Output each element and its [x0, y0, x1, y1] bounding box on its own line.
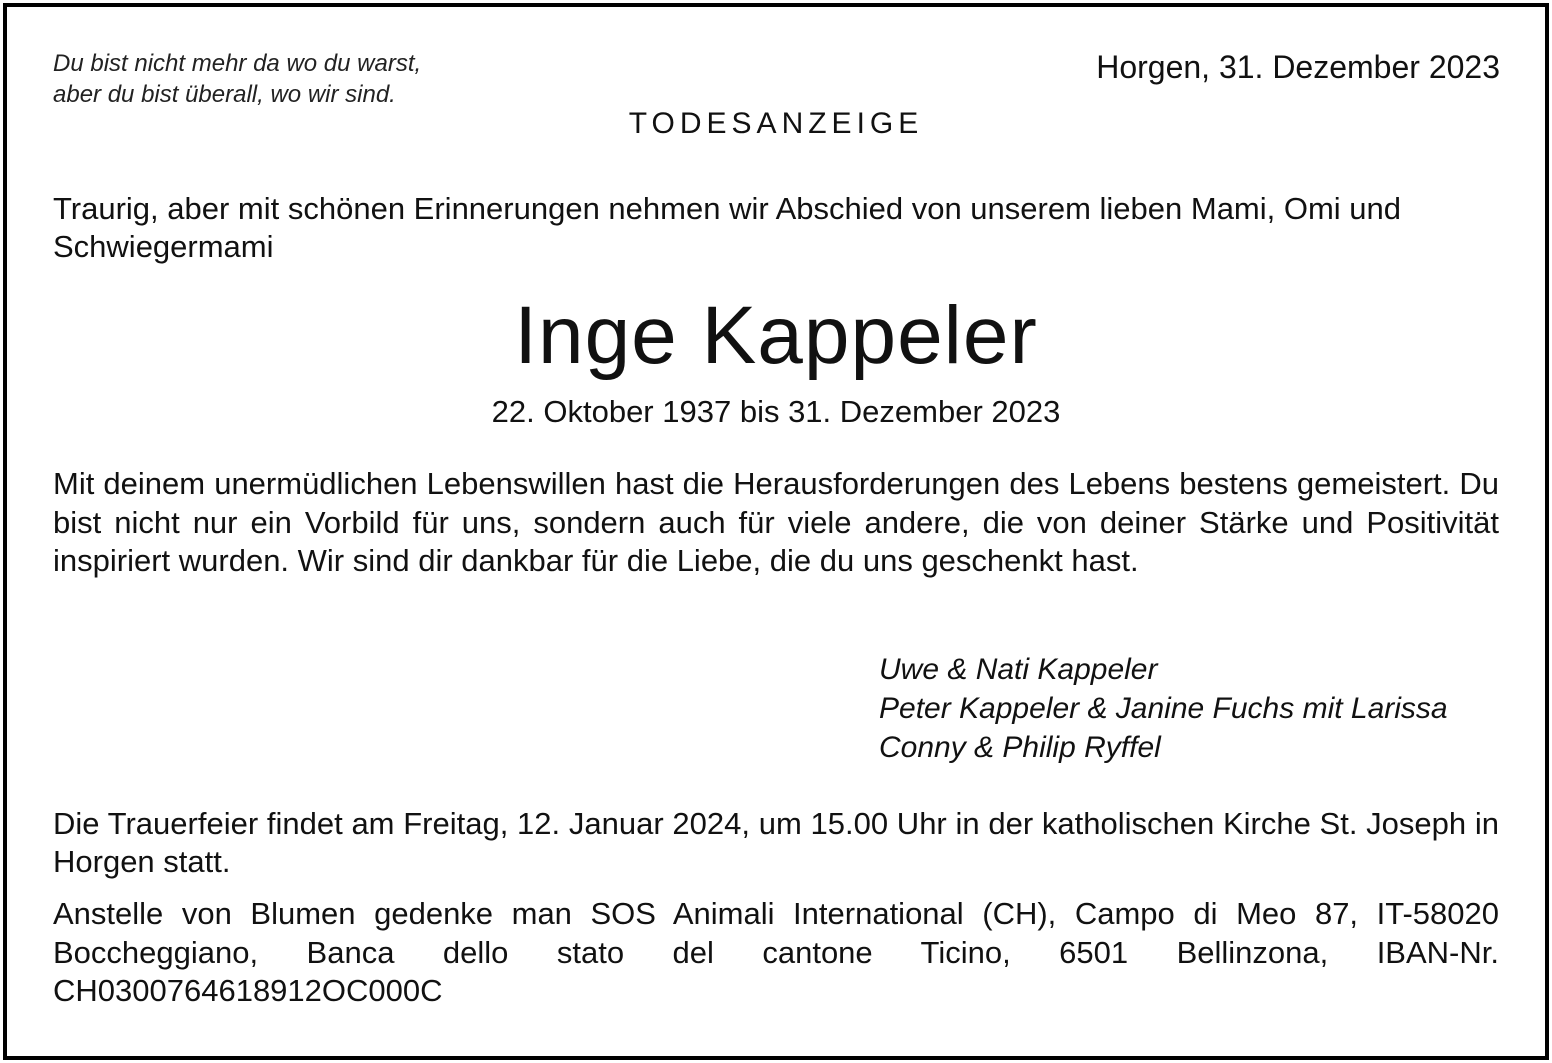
- signature-line: Uwe & Nati Kappeler: [879, 653, 1158, 686]
- signature-line: Conny & Philip Ryffel: [879, 731, 1161, 764]
- deceased-name: Inge Kappeler: [514, 290, 1038, 381]
- ceremony-text: Die Trauerfeier findet am Freitag, 12. Januar 2024, um 15.00 Uhr in der katholischen Kirche St. Joseph in Horgen statt.: [53, 806, 1499, 879]
- tribute-text: Mit deinem unermüdlichen Lebenswillen hast die Herausforderungen des Lebens bestens gemeistert. Du bist nicht nur ein Vorbild für uns, sondern auch für viele andere, die von deiner Stärke und Positivität inspiriert wurden. Wir sind dir dankbar für die Liebe, die du uns geschenkt hast.: [53, 466, 1499, 578]
- motto: [53, 48, 421, 110]
- place-date: Horgen, 31. Dezember 2023: [1096, 49, 1500, 85]
- motto-line-1: Du bist nicht mehr da wo du warst,: [53, 50, 422, 77]
- notice-type-heading: TODESANZEIGE: [628, 107, 924, 140]
- life-dates: 22. Oktober 1937 bis 31. Dezember 2023: [491, 394, 1061, 429]
- signature-line: Peter Kappeler & Janine Fuchs mit Larissa: [879, 692, 1448, 725]
- intro-text: Traurig, aber mit schönen Erinnerungen nehmen wir Abschied von unserem lieben Mami, Omi und Schwiegermami: [53, 191, 1402, 264]
- donation-text: Anstelle von Blumen gedenke man SOS Animali International (CH), Campo di Meo 87, IT-58020 Boccheggiano, Banca dello stato del cantone Ticino, 6501 Bellinzona, IBAN-Nr. CH0300764618912OC000C: [53, 896, 1499, 1008]
- motto-line-2: aber du bist überall, wo wir sind.: [53, 81, 396, 108]
- signatures: [879, 650, 1448, 767]
